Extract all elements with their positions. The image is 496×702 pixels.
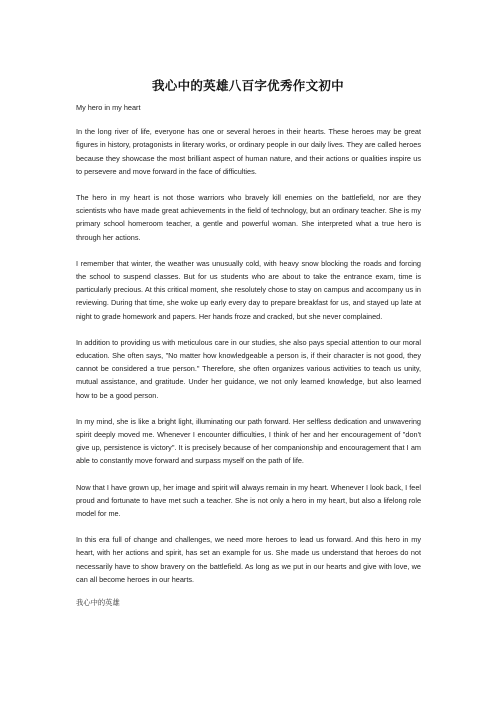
paragraph-6: Now that I have grown up, her image and spirit will always remain in my heart. Whenever I look back, I feel proud and fortunate to have met such a teacher. She is not only a hero in my heart, but also a lifelong role model for me. <box>76 482 421 519</box>
paragraph-4: In addition to providing us with meticulous care in our studies, she also pays special attention to our moral education. She often says, "No matter how knowledgeable a person is, if their character is not good, they cannot be considered a true person." Therefore, she often organizes various activities to teach us unity, mutual assistance, and gratitude. Under her guidance, we not only learned knowledge, but also learned how to be a good person. <box>76 337 421 400</box>
paragraph-1: In the long river of life, everyone has one or several heroes in their hearts. These heroes may be great figures in history, protagonists in literary works, or ordinary people in our daily lives. They are called heroes because they showcase the most brilliant aspect of human nature, and their actions or qualities inspire us to persevere and move forward in the face of difficulties. <box>76 127 421 176</box>
paragraph-2: The hero in my heart is not those warriors who bravely kill enemies on the battlefield, nor are they scientists who have made great achievements in the field of technology, but an ordinary teacher. She is my primary school homeroom teacher, a gentle and powerful woman. She interpreted what a true hero is through her actions. <box>76 193 421 242</box>
document-body <box>76 101 421 599</box>
paragraph-3: I remember that winter, the weather was unusually cold, with heavy snow blocking the roads and forcing the school to suspend classes. But for us students who are about to take the entrance exam, time is particularly precious. At this critical moment, she resolutely chose to stay on campus and accompany us in reviewing. During that time, she woke up early every day to prepare breakfast for us, and stayed up late at night to grade homework and papers. Her hands froze and cracked, but she never complained. <box>76 258 421 321</box>
paragraph-5: In my mind, she is like a bright light, illuminating our path forward. Her selfless dedication and unwavering spirit deeply moved me. Whenever I encounter difficulties, I think of her and her encouragement of "don't give up, persistence is victory". It is precisely because of her companionship and encouragement that I am able to constantly move forward and surpass myself on the path of life. <box>76 416 421 466</box>
document-title: 我心中的英雄八百字优秀作文初中 <box>151 78 344 93</box>
document-subtitle: My hero in my heart <box>76 103 141 112</box>
paragraph-7: In this era full of change and challenges, we need more heroes to lead us forward. And this hero in my heart, with her actions and spirit, has set an example for us. She made us understand that heroes do not necessarily have to show bravery on the battlefield. As long as we put in our hearts and give with love, we can all become heroes in our hearts. <box>76 535 421 584</box>
footer-heading: 我心中的英雄 <box>76 598 120 607</box>
